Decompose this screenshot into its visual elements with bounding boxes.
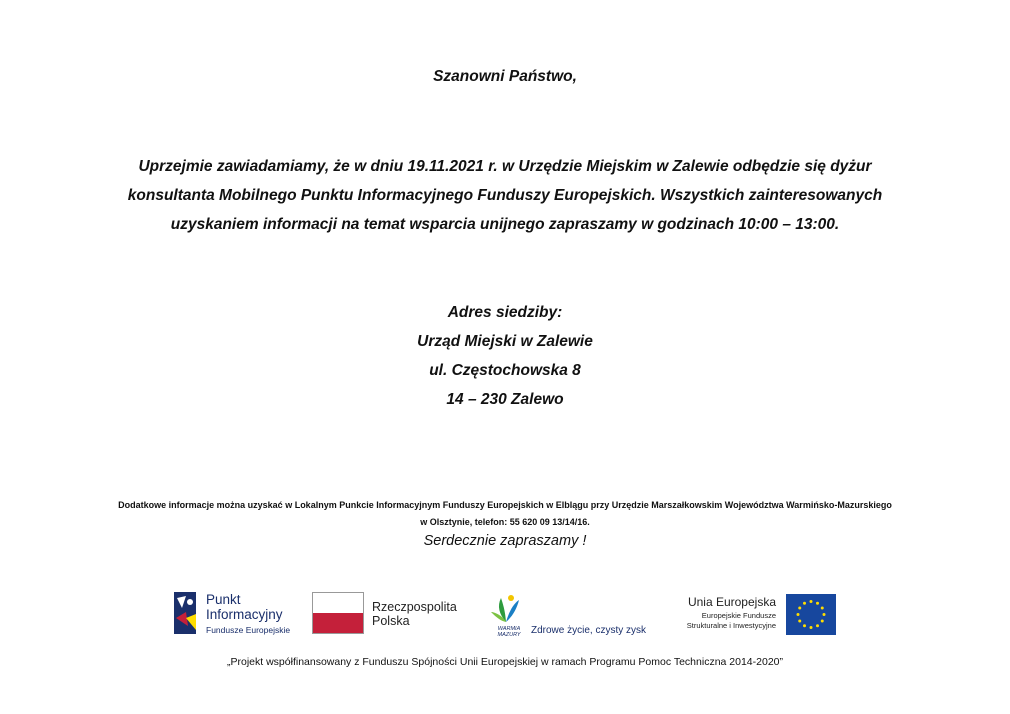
logo-unia-europejska	[680, 592, 840, 638]
eu-star-icon	[803, 624, 806, 627]
eu-star-icon	[797, 613, 800, 616]
eu-star-icon	[821, 620, 824, 623]
eu-star-icon	[810, 600, 813, 603]
polish-flag-icon	[312, 592, 364, 634]
announcement-body	[0, 152, 1010, 239]
fundusze-europejskie-icon	[172, 588, 198, 638]
additional-info-line: w Olsztynie, telefon: 55 620 09 13/14/16.	[420, 517, 590, 527]
additional-info-line: Dodatkowe informacje można uzyskać w Lokalnym Punkcie Informacyjnym Funduszy Europejskich w Elblągu przy Urzędzie Marszałkowskim Województwa Warmińsko-Mazurskiego	[118, 500, 892, 510]
body-line: konsultanta Mobilnego Punktu Informacyjnego Funduszy Europejskich. Wszystkich zainteresowanych	[127, 187, 883, 204]
rp-logo-line1: Rzeczpospolita	[372, 600, 457, 614]
cofinancing-note: „Projekt współfinansowany z Funduszu Spójności Unii Europejskiej w ramach Programu Pomoc Techniczna 2014-2020”	[227, 656, 783, 668]
eu-star-icon	[823, 613, 826, 616]
address-name: Urząd Miejski w Zalewie	[417, 333, 593, 350]
address-heading: Adres siedziby:	[447, 304, 563, 321]
eu-star-icon	[816, 602, 819, 605]
wm-logo-slogan: Zdrowe życie, czysty zysk	[531, 625, 647, 636]
body-line: uzyskaniem informacji na temat wsparcia unijnego zapraszamy w godzinach 10:00 – 13:00.	[170, 216, 840, 233]
eu-star-icon	[798, 620, 801, 623]
ue-logo-line2: Europejskie Fundusze	[701, 611, 776, 620]
invitation: Serdecznie zapraszamy !	[423, 533, 587, 549]
ue-logo-line3: Strukturalne i Inwestycyjne	[686, 621, 776, 630]
wm-logo-sub: WARMIA MAZURY	[497, 626, 521, 638]
greeting: Szanowni Państwo,	[433, 68, 577, 85]
address-city: 14 – 230 Zalewo	[446, 391, 564, 408]
fe-logo-line2: Informacyjny	[206, 607, 283, 622]
address-street: ul. Częstochowska 8	[429, 362, 581, 379]
fe-logo-line1: Punkt	[206, 592, 241, 607]
logo-warmia-mazury	[489, 592, 654, 640]
fe-logo-line3: Fundusze Europejskie	[206, 625, 291, 635]
warmia-mazury-icon	[489, 592, 523, 626]
eu-star-icon	[821, 607, 824, 610]
address-block	[0, 298, 1010, 414]
eu-flag-icon	[786, 594, 836, 635]
logo-fundusze-europejskie	[172, 586, 292, 642]
additional-info	[0, 497, 1010, 531]
eu-star-icon	[803, 602, 806, 605]
eu-star-icon	[816, 624, 819, 627]
rp-logo-line2: Polska	[372, 614, 410, 628]
logo-rzeczpospolita-polska	[312, 592, 462, 636]
eu-star-icon	[810, 626, 813, 629]
ue-logo-line1: Unia Europejska	[687, 595, 776, 609]
eu-star-icon	[798, 607, 801, 610]
body-line: Uprzejmie zawiadamiamy, że w dniu 19.11.2021 r. w Urzędzie Miejskim w Zalewie odbędzie się dyżur	[138, 158, 872, 175]
